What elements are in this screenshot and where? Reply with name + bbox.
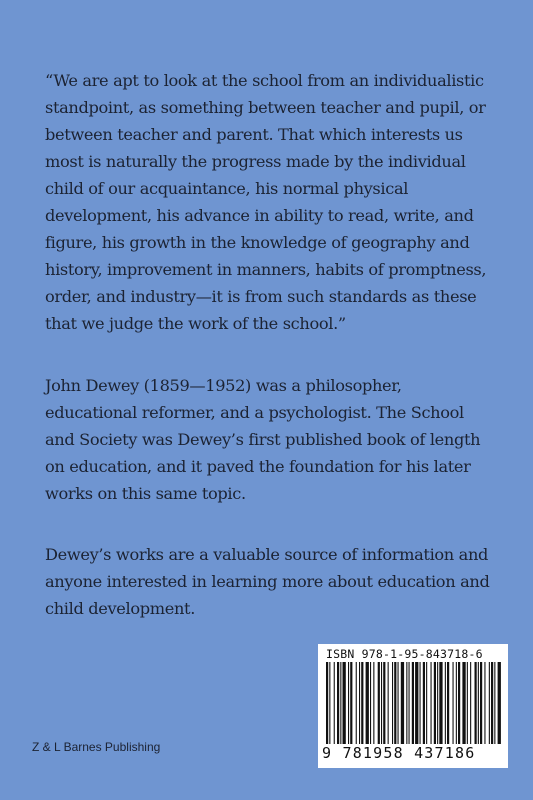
quote-paragraph: “We are apt to look at the school from an individualistic standpoint, as something between teacher and pupil, or between teacher and parent. That which interests us most is naturally the progress made by the individual child of our acquaintance, his normal physical development, his advance in ability to read, write, and figure, his growth in the knowledge of geography and history, improvement in manners, habits of promptness, order, and industry—it is from such standards as these that we judge the work of the school.” <box>45 71 487 333</box>
barcode-bar <box>356 662 357 744</box>
barcode-bar <box>437 662 438 744</box>
barcode-bar <box>434 662 436 744</box>
barcode-bar <box>445 662 446 744</box>
barcode-bar <box>406 662 407 744</box>
barcode-bar <box>491 662 493 744</box>
barcode-bar <box>394 662 396 744</box>
barcode-bar <box>326 662 328 744</box>
barcode-bar <box>489 662 490 744</box>
barcode-bar <box>388 662 389 744</box>
barcode-bar <box>337 662 339 744</box>
barcode-bar <box>498 662 501 744</box>
barcode-bar <box>415 662 418 744</box>
barcode-bar <box>447 662 449 744</box>
barcode-bar <box>423 662 425 744</box>
barcode-bar <box>361 662 363 744</box>
barcode-bar <box>470 662 471 744</box>
barcode-bar <box>475 662 477 744</box>
barcode-bar <box>378 662 380 744</box>
barcode-bar <box>348 662 349 744</box>
barcode-bar <box>392 662 393 744</box>
barcode-bar <box>334 662 335 744</box>
publisher-name: Z & L Barnes Publishing <box>32 740 161 754</box>
barcode-bar <box>426 662 427 744</box>
barcode-bar <box>350 662 352 744</box>
barcode-bar <box>480 662 482 744</box>
barcode-bar <box>412 662 414 744</box>
barcode-bar <box>340 662 341 744</box>
barcode-bar <box>401 662 404 744</box>
barcode-bar <box>431 662 432 744</box>
barcode-bar <box>370 662 371 744</box>
barcode-bar <box>381 662 382 744</box>
barcode-bar <box>484 662 485 744</box>
barcode-bar <box>494 662 495 744</box>
isbn-barcode <box>318 644 508 768</box>
author-bio-paragraph: John Dewey (1859—1952) was a philosopher, educational reformer, and a psychologist. The School and Society was Dewey’s first published book of length on education, and it paved the foundation for his later works on this same topic. <box>45 376 481 503</box>
isbn-digits: 9 781958 437186 <box>322 744 476 762</box>
barcode-bar <box>398 662 399 744</box>
barcode-bar <box>462 662 465 744</box>
barcode-bar <box>420 662 421 744</box>
barcode-bar <box>383 662 385 744</box>
barcode-bar <box>373 662 374 744</box>
barcode-bar <box>453 662 454 744</box>
barcode-bar <box>409 662 410 744</box>
barcode-bar <box>467 662 468 744</box>
isbn-label: ISBN 978-1-95-843718-6 <box>326 647 483 661</box>
barcode-bar <box>478 662 479 744</box>
closing-paragraph: Dewey’s works are a valuable source of information and anyone interested in learning more about education and child development. <box>45 545 490 618</box>
barcode-bar <box>458 662 460 744</box>
barcode-bar <box>456 662 457 744</box>
barcode-bar <box>439 662 442 744</box>
barcode-bar <box>343 662 346 744</box>
barcode-bars <box>324 662 502 744</box>
barcode-bar <box>366 662 369 744</box>
barcode-bar <box>359 662 360 744</box>
barcode-bar <box>329 662 330 744</box>
